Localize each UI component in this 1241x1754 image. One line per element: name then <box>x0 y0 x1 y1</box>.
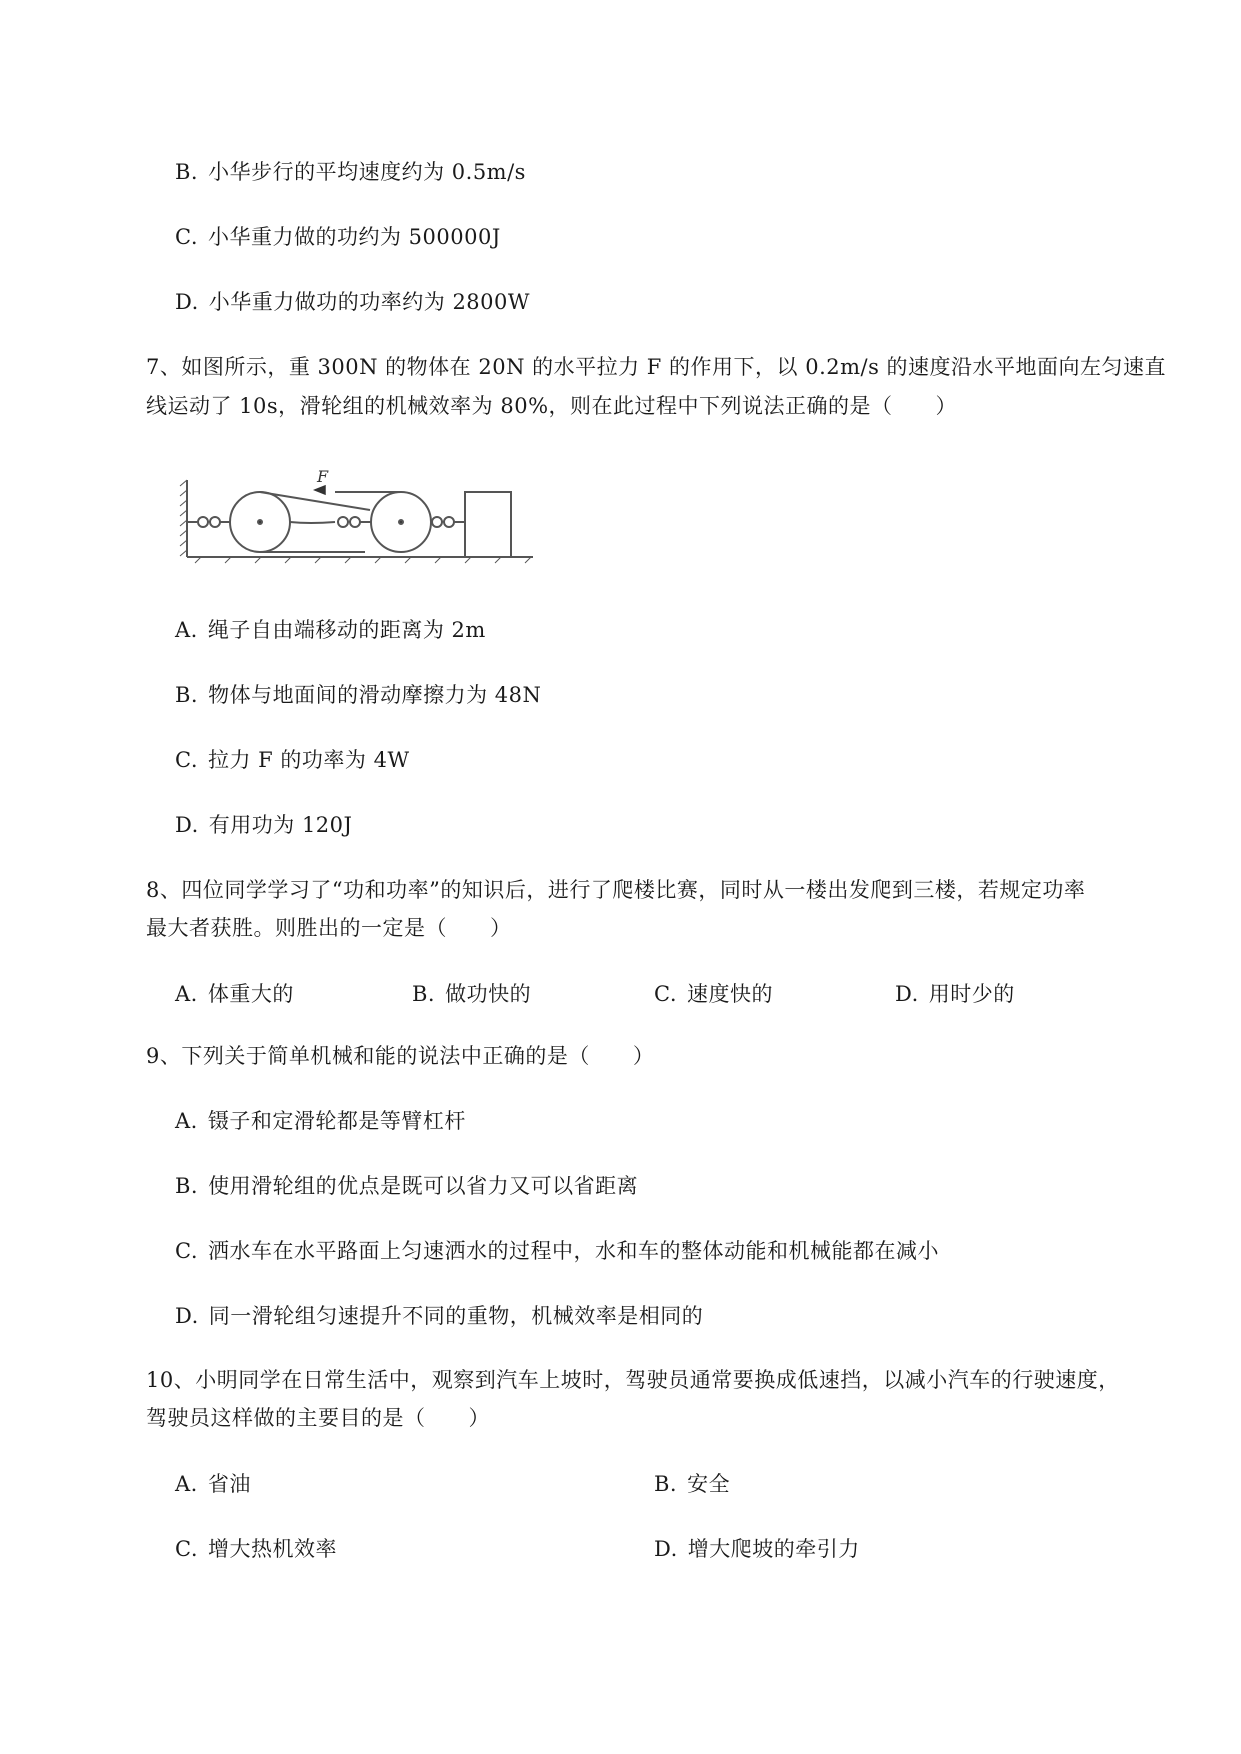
q7-stem-line2: 线运动了 10s，滑轮组的机械效率为 80%，则在此过程中下列说法正确的是（ ） <box>146 394 958 418</box>
q8-option-a <box>175 980 294 1008</box>
option-label: B. <box>412 982 436 1006</box>
option-label: D. <box>175 290 199 314</box>
option-text: 有用功为 120J <box>208 813 353 837</box>
option-label: A. <box>175 1109 198 1133</box>
q6-option-d <box>175 288 530 316</box>
q8-option-b <box>412 980 531 1008</box>
q8-stem-line2: 最大者获胜。则胜出的一定是（ ） <box>146 916 512 940</box>
q6-option-b <box>175 158 526 186</box>
option-label: A. <box>175 618 198 642</box>
hook-ring <box>338 517 348 527</box>
pulley-diagram <box>175 462 540 564</box>
q10-option-d <box>654 1535 860 1563</box>
option-text: 增大热机效率 <box>208 1537 337 1561</box>
q9-option-d <box>175 1302 703 1330</box>
hook-ring <box>444 517 454 527</box>
option-text: 小华重力做的功约为 500000J <box>208 225 501 249</box>
q9-stem: 9、下列关于简单机械和能的说法中正确的是（ ） <box>146 1044 655 1068</box>
option-text: 拉力 F 的功率为 4W <box>208 748 410 772</box>
rope-top <box>260 492 370 510</box>
q9-option-a <box>175 1107 466 1135</box>
option-text: 安全 <box>687 1472 731 1496</box>
q7-option-c <box>175 746 410 774</box>
option-text: 小华步行的平均速度约为 0.5m/s <box>208 160 526 184</box>
option-label: A. <box>175 1472 198 1496</box>
option-text: 洒水车在水平路面上匀速洒水的过程中，水和车的整体动能和机械能都在减小 <box>208 1239 939 1263</box>
hook-ring <box>198 517 208 527</box>
q10-stem-line1: 10、小明同学在日常生活中，观察到汽车上坡时，驾驶员通常要换成低速挡，以减小汽车的行驶速度， <box>146 1368 1120 1392</box>
q10-option-c <box>175 1535 337 1563</box>
wall-hatch <box>180 480 187 556</box>
option-label: D. <box>895 982 919 1006</box>
option-label: D. <box>654 1537 678 1561</box>
option-label: C. <box>654 982 677 1006</box>
force-arrowhead <box>315 486 325 494</box>
q7-option-a <box>175 616 486 644</box>
q7-option-b <box>175 681 541 709</box>
option-label: C. <box>175 1537 198 1561</box>
option-text: 同一滑轮组匀速提升不同的重物，机械效率是相同的 <box>208 1304 704 1328</box>
q8-option-d <box>895 980 1015 1008</box>
q8-stem-line1: 8、四位同学学习了“功和功率”的知识后，进行了爬楼比赛，同时从一楼出发爬到三楼，若规定功率 <box>146 878 1086 902</box>
option-label: C. <box>175 1239 198 1263</box>
pulley-system-figure <box>175 462 540 564</box>
hook-ring <box>432 517 442 527</box>
q6-option-c <box>175 223 501 251</box>
q8-option-c <box>654 980 773 1008</box>
option-text: 绳子自由端移动的距离为 2m <box>207 618 486 642</box>
rope-middle <box>290 522 335 523</box>
option-text: 做功快的 <box>445 982 532 1006</box>
q7-stem-line1: 7、如图所示，重 300N 的物体在 20N 的水平拉力 F 的作用下，以 0.2m/s 的速度沿水平地面向左匀速直 <box>146 355 1167 379</box>
option-text: 物体与地面间的滑动摩擦力为 48N <box>208 683 542 707</box>
option-label: B. <box>175 160 199 184</box>
option-text: 使用滑轮组的优点是既可以省力又可以省距离 <box>208 1174 639 1198</box>
q10-option-a <box>175 1470 251 1498</box>
q10-option-b <box>654 1470 730 1498</box>
q9-option-b <box>175 1172 638 1200</box>
option-text: 省油 <box>207 1472 251 1496</box>
hook-ring <box>210 517 220 527</box>
hook-ring <box>350 517 360 527</box>
option-text: 小华重力做功的功率约为 2800W <box>208 290 530 314</box>
option-text: 镊子和定滑轮都是等臂杠杆 <box>207 1109 466 1133</box>
option-text: 速度快的 <box>687 982 773 1006</box>
option-label: C. <box>175 748 198 772</box>
option-label: B. <box>654 1472 678 1496</box>
option-label: D. <box>175 813 199 837</box>
block <box>465 492 511 557</box>
option-text: 增大爬坡的牵引力 <box>687 1537 860 1561</box>
pulley-1-axle <box>258 520 262 524</box>
option-label: B. <box>175 683 199 707</box>
option-label: A. <box>175 982 198 1006</box>
force-label: F <box>317 467 329 486</box>
option-text: 体重大的 <box>207 982 294 1006</box>
q7-option-d <box>175 811 352 839</box>
pulley-2-axle <box>399 520 403 524</box>
option-text: 用时少的 <box>928 982 1015 1006</box>
option-label: D. <box>175 1304 199 1328</box>
option-label: B. <box>175 1174 199 1198</box>
option-label: C. <box>175 225 198 249</box>
q9-option-c <box>175 1237 939 1265</box>
q10-stem-line2: 驾驶员这样做的主要目的是（ ） <box>146 1406 490 1430</box>
